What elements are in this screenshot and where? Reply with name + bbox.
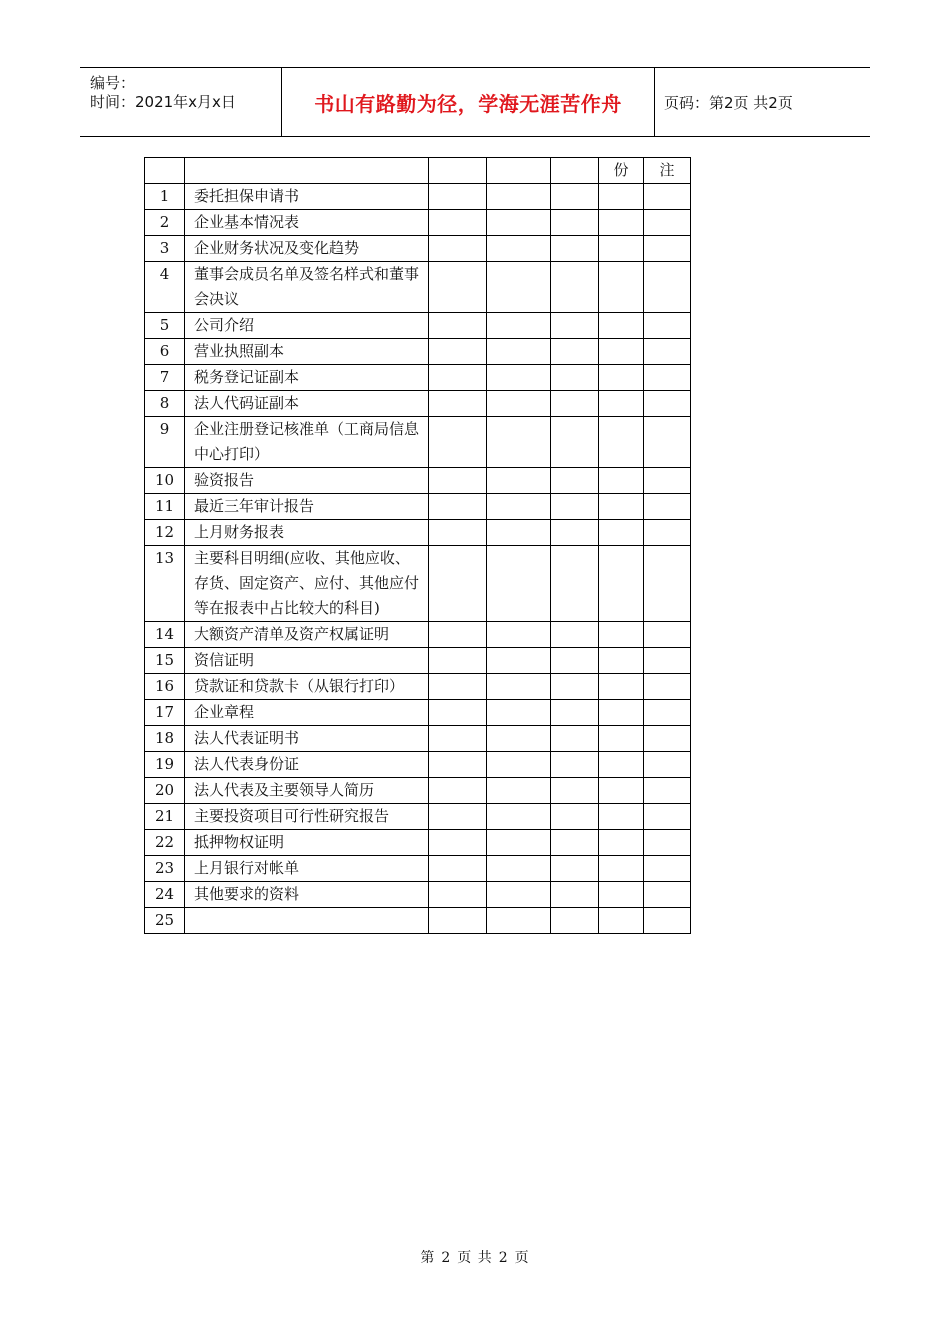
table-row [145,210,691,236]
document-name: 企业基本情况表 [185,210,429,236]
empty-cell [599,236,644,262]
empty-cell [429,856,487,882]
empty-cell [599,391,644,417]
table-row [145,184,691,210]
table-row [145,908,691,934]
empty-cell [429,313,487,339]
empty-cell [551,365,599,391]
empty-cell [429,648,487,674]
empty-cell [429,830,487,856]
empty-cell [644,882,691,908]
table-row [145,417,691,468]
empty-cell [487,210,551,236]
empty-cell [551,494,599,520]
empty-cell [599,856,644,882]
table-row [145,520,691,546]
document-name: 企业财务状况及变化趋势 [185,236,429,262]
empty-cell [644,262,691,313]
header-cell [429,158,487,184]
footer-total-pages: 2 [498,1250,509,1266]
document-date: 时间：2021年x月x日 [90,93,236,111]
empty-cell [487,830,551,856]
empty-cell [429,752,487,778]
empty-cell [487,262,551,313]
empty-cell [644,313,691,339]
empty-cell [551,210,599,236]
empty-cell [644,365,691,391]
table-row [145,856,691,882]
empty-cell [551,648,599,674]
document-name: 委托担保申请书 [185,184,429,210]
document-name: 企业章程 [185,700,429,726]
header-cell [551,158,599,184]
empty-cell [644,494,691,520]
empty-cell [551,468,599,494]
table-row [145,648,691,674]
row-number: 11 [145,494,185,520]
empty-cell [487,648,551,674]
document-name: 企业注册登记核准单（工商局信息中心打印） [185,417,429,468]
table-row [145,468,691,494]
table-row [145,674,691,700]
empty-cell [599,830,644,856]
table-row [145,830,691,856]
header-cell-copies: 份 [599,158,644,184]
empty-cell [487,236,551,262]
empty-cell [599,546,644,622]
page-footer [0,1247,950,1267]
document-name: 公司介绍 [185,313,429,339]
header-cell [145,158,185,184]
header-page-cell [655,68,870,136]
empty-cell [599,184,644,210]
empty-cell [429,210,487,236]
document-name: 上月银行对帐单 [185,856,429,882]
table-row [145,804,691,830]
row-number: 10 [145,468,185,494]
table-row [145,365,691,391]
empty-cell [644,700,691,726]
empty-cell [644,417,691,468]
header-cell-notes: 注 [644,158,691,184]
empty-cell [599,700,644,726]
empty-cell [429,468,487,494]
footer-suffix: 页 [514,1250,530,1266]
empty-cell [487,184,551,210]
empty-cell [487,468,551,494]
empty-cell [644,339,691,365]
table-row [145,494,691,520]
row-number: 24 [145,882,185,908]
table-row [145,622,691,648]
footer-mid: 页 共 [457,1250,493,1266]
empty-cell [551,546,599,622]
row-number: 23 [145,856,185,882]
empty-cell [487,313,551,339]
row-number: 12 [145,520,185,546]
table-row [145,236,691,262]
empty-cell [644,546,691,622]
empty-cell [551,417,599,468]
empty-cell [599,262,644,313]
row-number: 9 [145,417,185,468]
table-row [145,700,691,726]
empty-cell [551,882,599,908]
empty-cell [487,700,551,726]
empty-cell [551,236,599,262]
table-row [145,262,691,313]
table-row [145,546,691,622]
empty-cell [487,546,551,622]
document-name: 大额资产清单及资产权属证明 [185,622,429,648]
empty-cell [487,674,551,700]
row-number: 14 [145,622,185,648]
document-name: 主要投资项目可行性研究报告 [185,804,429,830]
header-cell [487,158,551,184]
empty-cell [429,726,487,752]
empty-cell [429,184,487,210]
document-name: 董事会成员名单及签名样式和董事会决议 [185,262,429,313]
table-row [145,778,691,804]
row-number: 20 [145,778,185,804]
empty-cell [551,856,599,882]
empty-cell [644,908,691,934]
empty-cell [644,804,691,830]
row-number: 21 [145,804,185,830]
header-cell [185,158,429,184]
empty-cell [487,778,551,804]
empty-cell [644,674,691,700]
footer-page-number: 2 [441,1250,452,1266]
empty-cell [551,752,599,778]
empty-cell [599,365,644,391]
empty-cell [599,520,644,546]
empty-cell [551,830,599,856]
empty-cell [551,262,599,313]
table-row [145,752,691,778]
table-header-row [145,158,691,184]
row-number: 16 [145,674,185,700]
document-name: 上月财务报表 [185,520,429,546]
row-number: 17 [145,700,185,726]
row-number: 8 [145,391,185,417]
empty-cell [599,752,644,778]
document-name: 税务登记证副本 [185,365,429,391]
table-row [145,391,691,417]
empty-cell [599,313,644,339]
table-row [145,726,691,752]
footer-prefix: 第 [420,1250,436,1266]
empty-cell [487,417,551,468]
document-name: 资信证明 [185,648,429,674]
table-row [145,339,691,365]
empty-cell [487,726,551,752]
document-name: 其他要求的资料 [185,882,429,908]
row-number: 22 [145,830,185,856]
empty-cell [429,804,487,830]
empty-cell [487,856,551,882]
document-number-label: 编号： [90,74,136,92]
empty-cell [644,856,691,882]
page-number-info: 页码：第2页 共2页 [664,93,793,112]
row-number: 4 [145,262,185,313]
empty-cell [551,184,599,210]
empty-cell [599,339,644,365]
document-checklist-table [144,157,691,934]
empty-cell [644,778,691,804]
empty-cell [599,726,644,752]
empty-cell [599,674,644,700]
row-number: 13 [145,546,185,622]
empty-cell [551,804,599,830]
row-number: 15 [145,648,185,674]
empty-cell [551,674,599,700]
row-number: 3 [145,236,185,262]
row-number: 18 [145,726,185,752]
empty-cell [644,468,691,494]
empty-cell [599,494,644,520]
empty-cell [487,804,551,830]
row-number: 19 [145,752,185,778]
empty-cell [429,236,487,262]
empty-cell [644,184,691,210]
empty-cell [429,908,487,934]
empty-cell [644,210,691,236]
empty-cell [599,210,644,236]
empty-cell [429,417,487,468]
table-row [145,313,691,339]
empty-cell [599,468,644,494]
empty-cell [644,726,691,752]
empty-cell [644,520,691,546]
empty-cell [487,520,551,546]
empty-cell [487,908,551,934]
empty-cell [487,365,551,391]
empty-cell [644,236,691,262]
document-name: 最近三年审计报告 [185,494,429,520]
empty-cell [644,622,691,648]
empty-cell [551,339,599,365]
row-number: 5 [145,313,185,339]
empty-cell [599,778,644,804]
motto-text: 书山有路勤为径，学海无涯苦作舟 [314,91,622,116]
empty-cell [551,778,599,804]
empty-cell [429,339,487,365]
empty-cell [599,622,644,648]
empty-cell [429,700,487,726]
empty-cell [429,546,487,622]
empty-cell [487,752,551,778]
document-name: 法人代表证明书 [185,726,429,752]
empty-cell [429,365,487,391]
document-name: 抵押物权证明 [185,830,429,856]
empty-cell [429,674,487,700]
empty-cell [551,726,599,752]
empty-cell [429,520,487,546]
header-motto-cell [282,68,655,136]
document-name: 法人代表身份证 [185,752,429,778]
empty-cell [551,700,599,726]
document-name: 验资报告 [185,468,429,494]
empty-cell [644,752,691,778]
document-name: 贷款证和贷款卡（从银行打印） [185,674,429,700]
empty-cell [599,908,644,934]
empty-cell [644,391,691,417]
row-number: 6 [145,339,185,365]
empty-cell [551,908,599,934]
table-row [145,882,691,908]
empty-cell [551,622,599,648]
empty-cell [599,417,644,468]
document-name: 法人代表及主要领导人简历 [185,778,429,804]
empty-cell [487,494,551,520]
empty-cell [429,622,487,648]
empty-cell [551,313,599,339]
empty-cell [487,882,551,908]
empty-cell [644,830,691,856]
empty-cell [599,648,644,674]
empty-cell [487,622,551,648]
row-number: 25 [145,908,185,934]
empty-cell [551,391,599,417]
document-name [185,908,429,934]
document-name: 法人代码证副本 [185,391,429,417]
page-header [80,67,870,137]
empty-cell [429,882,487,908]
empty-cell [429,262,487,313]
empty-cell [487,391,551,417]
row-number: 2 [145,210,185,236]
document-name: 营业执照副本 [185,339,429,365]
empty-cell [429,778,487,804]
empty-cell [644,648,691,674]
empty-cell [487,339,551,365]
empty-cell [599,804,644,830]
empty-cell [429,391,487,417]
empty-cell [429,494,487,520]
row-number: 1 [145,184,185,210]
header-meta [80,68,282,136]
row-number: 7 [145,365,185,391]
empty-cell [551,520,599,546]
document-name: 主要科目明细(应收、其他应收、存货、固定资产、应付、其他应付等在报表中占比较大的科目) [185,546,429,622]
empty-cell [599,882,644,908]
